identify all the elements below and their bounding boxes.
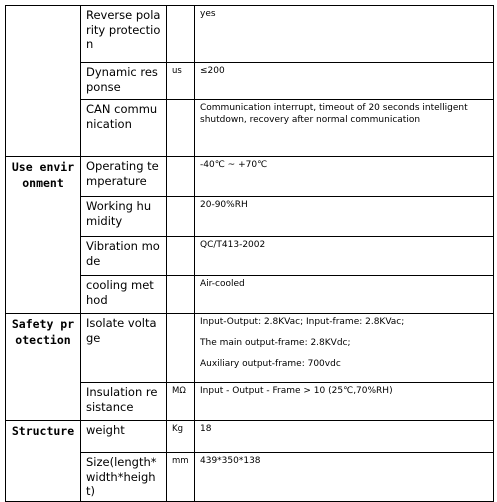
value-cell: 20-90%RH bbox=[195, 197, 494, 237]
category-use-environment: Use environment bbox=[6, 157, 81, 314]
table-row bbox=[6, 421, 494, 453]
param-cell: Operating temperature bbox=[81, 157, 167, 197]
param-cell: CAN communication bbox=[81, 100, 167, 157]
table-row bbox=[6, 6, 494, 63]
value-cell: Input - Output - Frame > 10 (25℃,70%RH) bbox=[195, 383, 494, 421]
unit-cell bbox=[167, 157, 195, 197]
unit-cell bbox=[167, 314, 195, 383]
param-cell: Working humidity bbox=[81, 197, 167, 237]
unit-cell: us bbox=[167, 63, 195, 100]
table-row bbox=[6, 314, 494, 383]
unit-cell bbox=[167, 6, 195, 63]
param-cell: Size(length* width*height) bbox=[81, 453, 167, 502]
unit-cell bbox=[167, 100, 195, 157]
table-row bbox=[6, 157, 494, 197]
param-cell: weight bbox=[81, 421, 167, 453]
param-cell: Vibration mode bbox=[81, 237, 167, 276]
category-structure: Structure bbox=[6, 421, 81, 502]
unit-cell: mm bbox=[167, 453, 195, 502]
value-cell: yes bbox=[195, 6, 494, 63]
spec-table bbox=[5, 5, 494, 502]
value-cell: 18 bbox=[195, 421, 494, 453]
param-cell: Isolate voltage bbox=[81, 314, 167, 383]
unit-cell bbox=[167, 197, 195, 237]
unit-cell bbox=[167, 237, 195, 276]
value-cell: QC/T413-2002 bbox=[195, 237, 494, 276]
category-safety-protection: Safety protection bbox=[6, 314, 81, 421]
value-cell: 439*350*138 bbox=[195, 453, 494, 502]
value-cell: ≤200 bbox=[195, 63, 494, 100]
param-cell: cooling method bbox=[81, 276, 167, 314]
unit-cell: MΩ bbox=[167, 383, 195, 421]
value-cell: Air-cooled bbox=[195, 276, 494, 314]
value-cell: Communication interrupt, timeout of 20 seconds intelligent shutdown, recovery after normal communication bbox=[195, 100, 494, 157]
param-cell: Dynamic response bbox=[81, 63, 167, 100]
category-cell-empty bbox=[6, 6, 81, 157]
value-line: Input-Output: 2.8KVac; Input-frame: 2.8KVac; bbox=[200, 317, 405, 327]
value-line: The main output-frame: 2.8KVdc; bbox=[200, 338, 351, 348]
param-cell: Insulation resistance bbox=[81, 383, 167, 421]
unit-cell bbox=[167, 276, 195, 314]
value-cell: -40℃ ~ +70℃ bbox=[195, 157, 494, 197]
param-cell: Reverse polarity protection bbox=[81, 6, 167, 63]
value-line: Auxiliary output-frame: 700vdc bbox=[200, 359, 341, 369]
unit-cell: Kg bbox=[167, 421, 195, 453]
value-cell bbox=[195, 314, 494, 383]
